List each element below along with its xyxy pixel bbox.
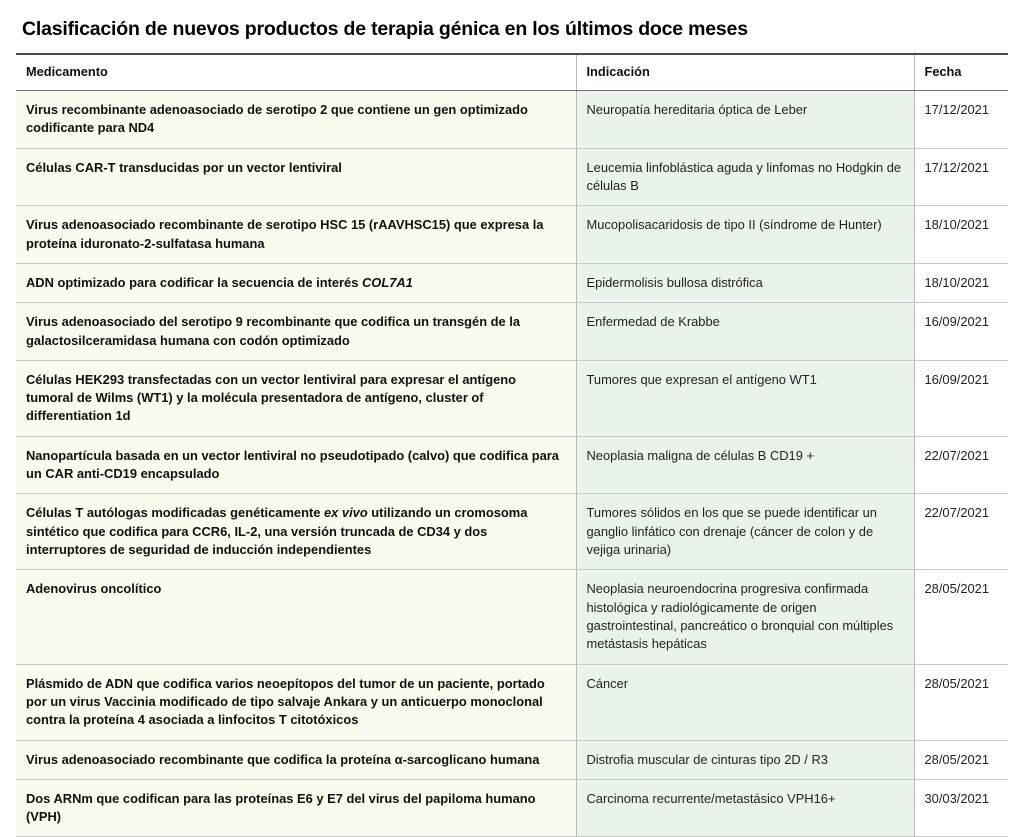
table-header (16, 54, 1008, 91)
page-title-part1: Clasificación de nuevos productos de (22, 18, 372, 40)
table-row (16, 206, 1008, 264)
column-header-fecha: Fecha (914, 54, 1008, 91)
table-row (16, 664, 1008, 740)
cell-medicamento: ADN optimizado para codificar la secuencia de interés COL7A1 (16, 263, 576, 302)
table-row (16, 740, 1008, 779)
table-row (16, 263, 1008, 302)
cell-fecha: 18/10/2021 (914, 206, 1008, 264)
cell-medicamento: Células T autólogas modificadas genéticamente ex vivo utilizando un cromosoma sintético que codifica para CCR6, IL-2, una versión truncada de CD34 y dos interruptores de seguridad de inducción independientes (16, 494, 576, 570)
ex-vivo-italic: ex vivo (324, 505, 368, 521)
cell-fecha: 28/05/2021 (914, 664, 1008, 740)
page-title (22, 18, 1008, 41)
cell-indicacion: Epidermolisis bullosa distrófica (576, 263, 914, 302)
table-row (16, 91, 1008, 149)
cell-medicamento: Virus adenoasociado del serotipo 9 recombinante que codifica un transgén de la galactosilceramidasa humana con codón optimizado (16, 303, 576, 361)
gene-name-italic: COL7A1 (361, 274, 413, 290)
cell-medicamento: Plásmido de ADN que codifica varios neoepítopos del tumor de un paciente, portado por un virus Vaccinia modificado de tipo salvaje Ankara y un anticuerpo monoclonal contra la proteína 4 asociada a linfocitos T citotóxicos (16, 664, 576, 740)
cell-fecha: 22/07/2021 (914, 436, 1008, 494)
page-title-part2: en los últimos doce meses (499, 18, 748, 40)
cell-indicacion: Tumores sólidos en los que se puede identificar un ganglio linfático con drenaje (cáncer de colon y de vejiga urinaria) (576, 494, 914, 570)
cell-medicamento: Células HEK293 transfectadas con un vector lentiviral para expresar el antígeno tumoral de Wilms (WT1) y la molécula presentadora de antígeno, cluster of differentiation 1d (16, 360, 576, 436)
cell-indicacion: Leucemia linfoblástica aguda y linfomas no Hodgkin de células B (576, 148, 914, 206)
table-row (16, 436, 1008, 494)
column-header-indicacion: Indicación (576, 54, 914, 91)
cell-indicacion: Distrofia muscular de cinturas tipo 2D / R3 (576, 740, 914, 779)
cell-medicamento: Virus adenoasociado recombinante que codifica la proteína α-sarcoglicano humana (16, 740, 576, 779)
table-body (16, 91, 1008, 837)
cell-medicamento: Virus recombinante adenoasociado de serotipo 2 que contiene un gen optimizado codificante para ND4 (16, 91, 576, 149)
cell-fecha: 28/05/2021 (914, 570, 1008, 664)
cell-medicamento: Virus adenoasociado recombinante de serotipo HSC 15 (rAAVHSC15) que expresa la proteína iduronato-2-sulfatasa humana (16, 206, 576, 264)
cell-indicacion: Mucopolisacaridosis de tipo II (síndrome de Hunter) (576, 206, 914, 264)
cell-medicamento: Adenovirus oncolítico (16, 570, 576, 664)
column-header-medicamento: Medicamento (16, 54, 576, 91)
table-row (16, 303, 1008, 361)
cell-fecha: 16/09/2021 (914, 303, 1008, 361)
cell-fecha: 18/10/2021 (914, 263, 1008, 302)
cell-indicacion: Cáncer (576, 664, 914, 740)
table-row (16, 570, 1008, 664)
cell-indicacion: Neuropatía hereditaria óptica de Leber (576, 91, 914, 149)
table-header-row (16, 54, 1008, 91)
table-row (16, 360, 1008, 436)
cell-indicacion: Neoplasia maligna de células B CD19 + (576, 436, 914, 494)
cell-fecha: 30/03/2021 (914, 779, 1008, 837)
page-title-highlight: terapia génica (371, 18, 500, 40)
cell-fecha: 16/09/2021 (914, 360, 1008, 436)
cell-fecha: 17/12/2021 (914, 148, 1008, 206)
cell-indicacion: Carcinoma recurrente/metastásico VPH16+ (576, 779, 914, 837)
table-row (16, 148, 1008, 206)
gene-therapy-table (16, 53, 1008, 837)
cell-medicamento: Células CAR-T transducidas por un vector lentiviral (16, 148, 576, 206)
table-row (16, 779, 1008, 837)
cell-medicamento: Dos ARNm que codifican para las proteínas E6 y E7 del virus del papiloma humano (VPH) (16, 779, 576, 837)
cell-fecha: 22/07/2021 (914, 494, 1008, 570)
cell-fecha: 17/12/2021 (914, 91, 1008, 149)
table-row (16, 494, 1008, 570)
cell-fecha: 28/05/2021 (914, 740, 1008, 779)
cell-indicacion: Neoplasia neuroendocrina progresiva confirmada histológica y radiológicamente de origen gastrointestinal, pancreático o bronquial con múltiples metástasis hepáticas (576, 570, 914, 664)
cell-medicamento: Nanopartícula basada en un vector lentiviral no pseudotipado (calvo) que codifica para un CAR anti-CD19 encapsulado (16, 436, 576, 494)
cell-indicacion: Tumores que expresan el antígeno WT1 (576, 360, 914, 436)
cell-indicacion: Enfermedad de Krabbe (576, 303, 914, 361)
